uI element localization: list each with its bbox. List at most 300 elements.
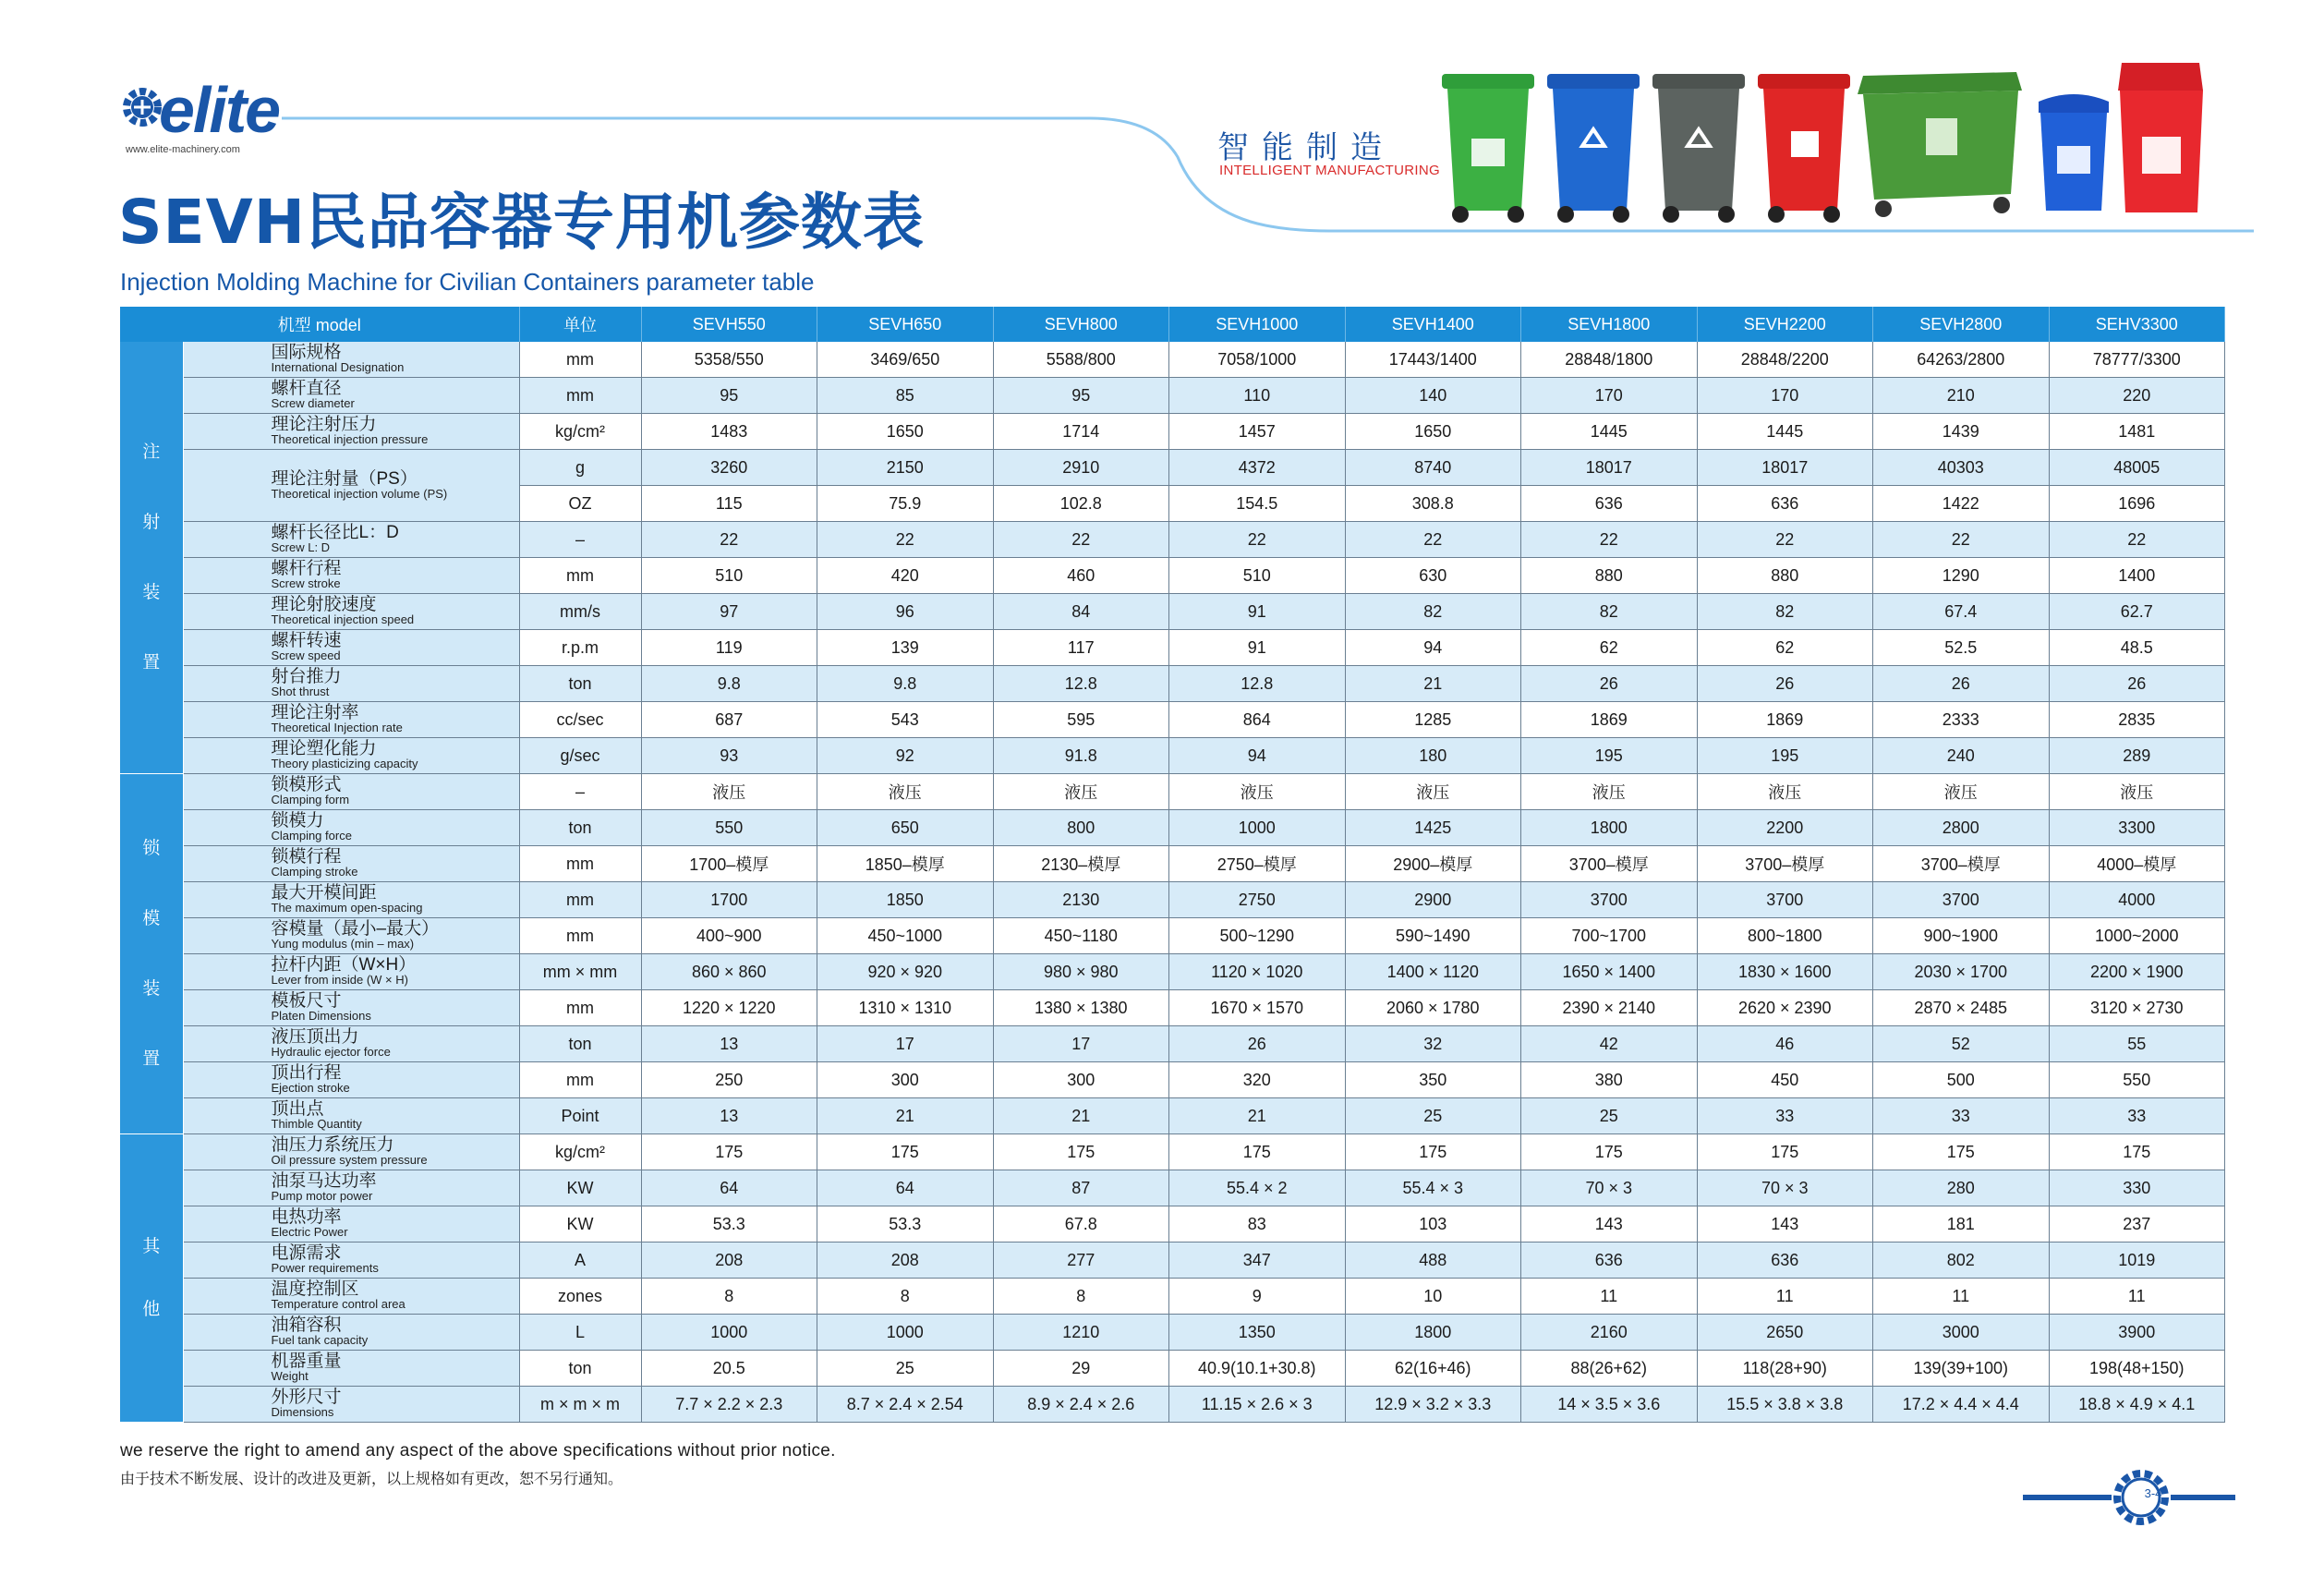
unit-cell: OZ — [519, 486, 641, 522]
value-cell: 380 — [1521, 1062, 1698, 1098]
value-cell: 2130–模厚 — [993, 846, 1169, 882]
param-name-cn: 最大开模间距 — [271, 883, 377, 903]
value-cell: 96 — [817, 594, 994, 630]
value-cell: 48.5 — [2049, 630, 2225, 666]
value-cell: 543 — [817, 702, 994, 738]
value-cell: 18017 — [1697, 450, 1873, 486]
value-cell: 33 — [1873, 1098, 2050, 1134]
param-name — [183, 630, 519, 666]
group-label-char: 射 — [142, 512, 161, 532]
value-cell: 8 — [641, 1279, 817, 1315]
unit-cell: mm × mm — [519, 954, 641, 990]
value-cell: 880 — [1697, 558, 1873, 594]
param-name-en: The maximum open-spacing — [271, 901, 423, 915]
value-cell: 33 — [1697, 1098, 1873, 1134]
value-cell: 1400 — [2049, 558, 2225, 594]
value-cell: 460 — [993, 558, 1169, 594]
value-cell: 210 — [1873, 378, 2050, 414]
value-cell: 3300 — [2049, 810, 2225, 846]
value-cell: 2750–模厚 — [1169, 846, 1346, 882]
value-cell: 1650 — [817, 414, 994, 450]
value-cell: 139 — [817, 630, 994, 666]
value-cell: 181 — [1873, 1206, 2050, 1243]
value-cell: 195 — [1521, 738, 1698, 774]
value-cell: 1800 — [1521, 810, 1698, 846]
table-row — [120, 810, 2225, 846]
table-row — [120, 594, 2225, 630]
value-cell: 2900–模厚 — [1345, 846, 1521, 882]
value-cell: 13 — [641, 1098, 817, 1134]
value-cell: 21 — [993, 1098, 1169, 1134]
value-cell: 液压 — [1521, 774, 1698, 810]
table-row — [120, 1170, 2225, 1206]
value-cell: 1483 — [641, 414, 817, 450]
param-name-en: Hydraulic ejector force — [271, 1045, 391, 1059]
value-cell: 1425 — [1345, 810, 1521, 846]
unit-cell: g — [519, 450, 641, 486]
value-cell: 8 — [993, 1279, 1169, 1315]
value-cell: 32 — [1345, 1026, 1521, 1062]
value-cell: 450 — [1697, 1062, 1873, 1098]
value-cell: 1481 — [2049, 414, 2225, 450]
value-cell: 55.4 × 2 — [1169, 1170, 1346, 1206]
value-cell: 115 — [641, 486, 817, 522]
unit-cell: Point — [519, 1098, 641, 1134]
table-row — [120, 882, 2225, 918]
value-cell: 42 — [1521, 1026, 1698, 1062]
value-cell: 2620 × 2390 — [1697, 990, 1873, 1026]
waste-bins-image — [1436, 54, 2212, 229]
value-cell: 8740 — [1345, 450, 1521, 486]
value-cell: 198(48+150) — [2049, 1351, 2225, 1387]
value-cell: 110 — [1169, 378, 1346, 414]
gear-logo-icon — [120, 78, 164, 137]
page-title-chinese: SEVH民品容器专用机参数表 — [118, 187, 925, 258]
value-cell: 595 — [993, 702, 1169, 738]
value-cell: 14 × 3.5 × 3.6 — [1521, 1387, 1698, 1423]
unit-cell: ton — [519, 1351, 641, 1387]
value-cell: 143 — [1521, 1206, 1698, 1243]
param-name-en: Oil pressure system pressure — [271, 1153, 428, 1167]
unit-cell: ton — [519, 666, 641, 702]
table-row — [120, 846, 2225, 882]
value-cell: 550 — [2049, 1062, 2225, 1098]
value-cell: 25 — [1345, 1098, 1521, 1134]
value-cell: 82 — [1521, 594, 1698, 630]
unit-cell: ton — [519, 810, 641, 846]
value-cell: 94 — [1345, 630, 1521, 666]
value-cell: 208 — [817, 1243, 994, 1279]
value-cell: 1700–模厚 — [641, 846, 817, 882]
value-cell: 26 — [1521, 666, 1698, 702]
value-cell: 2030 × 1700 — [1873, 954, 2050, 990]
value-cell: 802 — [1873, 1243, 2050, 1279]
value-cell: 25 — [1521, 1098, 1698, 1134]
value-cell: 21 — [1345, 666, 1521, 702]
value-cell: 175 — [1873, 1134, 2050, 1170]
header-model: SEVH2200 — [1697, 307, 1873, 342]
value-cell: 11.15 × 2.6 × 3 — [1169, 1387, 1346, 1423]
param-name — [183, 1279, 519, 1315]
table-row — [120, 378, 2225, 414]
table-row — [120, 702, 2225, 738]
value-cell: 119 — [641, 630, 817, 666]
value-cell: 2800 — [1873, 810, 2050, 846]
param-name — [183, 1387, 519, 1423]
value-cell: 64 — [817, 1170, 994, 1206]
value-cell: 510 — [1169, 558, 1346, 594]
value-cell: 1210 — [993, 1315, 1169, 1351]
table-row — [120, 1098, 2225, 1134]
param-name-en: Dimensions — [271, 1405, 334, 1419]
table-row — [120, 1315, 2225, 1351]
param-name-cn: 电源需求 — [271, 1243, 342, 1263]
footer-note-chinese: 由于技术不断发展、设计的改进及更新，以上规格如有更改，恕不另行通知。 — [120, 1470, 623, 1487]
table-row — [120, 522, 2225, 558]
value-cell: 83 — [1169, 1206, 1346, 1243]
unit-cell: mm — [519, 1062, 641, 1098]
value-cell: 22 — [641, 522, 817, 558]
param-name-cn: 理论射胶速度 — [271, 595, 377, 614]
value-cell: 1850–模厚 — [817, 846, 994, 882]
value-cell: 1445 — [1697, 414, 1873, 450]
param-name-en: Screw stroke — [271, 576, 341, 590]
value-cell: 62(16+46) — [1345, 1351, 1521, 1387]
value-cell: 7.7 × 2.2 × 2.3 — [641, 1387, 817, 1423]
value-cell: 22 — [817, 522, 994, 558]
value-cell: 21 — [1169, 1098, 1346, 1134]
param-name-cn: 电热功率 — [271, 1207, 342, 1227]
unit-cell: kg/cm² — [519, 1134, 641, 1170]
param-name-en: Platen Dimensions — [271, 1009, 371, 1023]
unit-cell: mm — [519, 882, 641, 918]
value-cell: 67.4 — [1873, 594, 2050, 630]
param-name — [183, 522, 519, 558]
value-cell: 82 — [1697, 594, 1873, 630]
value-cell: 液压 — [993, 774, 1169, 810]
page-title-english: Injection Molding Machine for Civilian Containers parameter table — [120, 268, 815, 296]
value-cell: 22 — [1521, 522, 1698, 558]
value-cell: 11 — [1521, 1279, 1698, 1315]
value-cell: 40.9(10.1+30.8) — [1169, 1351, 1346, 1387]
param-name-cn: 螺杆行程 — [271, 559, 342, 578]
param-name-en: Theory plasticizing capacity — [271, 757, 418, 770]
value-cell: 1650 × 1400 — [1521, 954, 1698, 990]
value-cell: 289 — [2049, 738, 2225, 774]
group-label-char: 注 — [142, 442, 161, 462]
value-cell: 17443/1400 — [1345, 342, 1521, 378]
value-cell: 48005 — [2049, 450, 2225, 486]
value-cell: 300 — [817, 1062, 994, 1098]
value-cell: 64 — [641, 1170, 817, 1206]
value-cell: 22 — [993, 522, 1169, 558]
value-cell: 3700–模厚 — [1873, 846, 2050, 882]
value-cell: 17 — [817, 1026, 994, 1062]
unit-cell: mm — [519, 990, 641, 1026]
value-cell: 3000 — [1873, 1315, 2050, 1351]
value-cell: 1439 — [1873, 414, 2050, 450]
param-name-en: Thimble Quantity — [271, 1117, 362, 1131]
value-cell: 630 — [1345, 558, 1521, 594]
param-name — [183, 1206, 519, 1243]
param-name-en: Clamping force — [271, 829, 352, 842]
value-cell: 11 — [1873, 1279, 2050, 1315]
value-cell: 85 — [817, 378, 994, 414]
value-cell: 3469/650 — [817, 342, 994, 378]
value-cell: 18017 — [1521, 450, 1698, 486]
page-gear-decoration-icon — [2023, 1464, 2235, 1529]
group-label-char: 置 — [142, 652, 161, 673]
header-model: SEVH2800 — [1873, 307, 2050, 342]
value-cell: 70 × 3 — [1697, 1170, 1873, 1206]
table-row — [120, 1279, 2225, 1315]
table-row — [120, 1062, 2225, 1098]
brand-url: www.elite-machinery.com — [126, 144, 240, 155]
value-cell: 140 — [1345, 378, 1521, 414]
value-cell: 21 — [817, 1098, 994, 1134]
value-cell: 800 — [993, 810, 1169, 846]
value-cell: 91.8 — [993, 738, 1169, 774]
value-cell: 70 × 3 — [1521, 1170, 1698, 1206]
param-name-cn: 机器重量 — [271, 1352, 342, 1371]
value-cell: 3700 — [1873, 882, 2050, 918]
value-cell: 2200 — [1697, 810, 1873, 846]
value-cell: 1670 × 1570 — [1169, 990, 1346, 1026]
table-row — [120, 954, 2225, 990]
value-cell: 62 — [1521, 630, 1698, 666]
value-cell: 1445 — [1521, 414, 1698, 450]
table-row — [120, 450, 2225, 486]
value-cell: 2150 — [817, 450, 994, 486]
value-cell: 330 — [2049, 1170, 2225, 1206]
value-cell: 170 — [1697, 378, 1873, 414]
table-row — [120, 1351, 2225, 1387]
param-name-cn: 油箱容积 — [271, 1315, 342, 1335]
value-cell: 308.8 — [1345, 486, 1521, 522]
value-cell: 590~1490 — [1345, 918, 1521, 954]
value-cell: 864 — [1169, 702, 1346, 738]
value-cell: 277 — [993, 1243, 1169, 1279]
value-cell: 170 — [1521, 378, 1698, 414]
value-cell: 75.9 — [817, 486, 994, 522]
value-cell: 78777/3300 — [2049, 342, 2225, 378]
value-cell: 91 — [1169, 594, 1346, 630]
param-name-cn: 顶出行程 — [271, 1063, 342, 1083]
value-cell: 240 — [1873, 738, 2050, 774]
value-cell: 175 — [641, 1134, 817, 1170]
param-name-en: Clamping form — [271, 793, 350, 806]
param-name-cn: 模板尺寸 — [271, 991, 342, 1011]
value-cell: 920 × 920 — [817, 954, 994, 990]
value-cell: 9.8 — [641, 666, 817, 702]
value-cell: 118(28+90) — [1697, 1351, 1873, 1387]
param-name-cn: 外形尺寸 — [271, 1388, 342, 1407]
group-label-char: 装 — [142, 582, 161, 602]
value-cell: 18.8 × 4.9 × 4.1 — [2049, 1387, 2225, 1423]
unit-cell: m × m × m — [519, 1387, 641, 1423]
param-name — [183, 666, 519, 702]
value-cell: 1400 × 1120 — [1345, 954, 1521, 990]
param-name — [183, 810, 519, 846]
small-red-bin-icon — [2118, 63, 2203, 212]
value-cell: 510 — [641, 558, 817, 594]
value-cell: 2650 — [1697, 1315, 1873, 1351]
param-name-cn: 射台推力 — [271, 667, 342, 686]
value-cell: 87 — [993, 1170, 1169, 1206]
param-name-en: Temperature control area — [271, 1297, 405, 1311]
logo-wordmark: elite — [159, 74, 280, 146]
param-name — [183, 414, 519, 450]
unit-cell: ton — [519, 1026, 641, 1062]
value-cell: 687 — [641, 702, 817, 738]
value-cell: 1869 — [1697, 702, 1873, 738]
value-cell: 175 — [1169, 1134, 1346, 1170]
header-model: SEVH1800 — [1521, 307, 1698, 342]
param-name — [183, 990, 519, 1026]
slogan-chinese: 智能制造 — [1217, 129, 1395, 166]
value-cell: 139(39+100) — [1873, 1351, 2050, 1387]
value-cell: 46 — [1697, 1026, 1873, 1062]
value-cell: 3900 — [2049, 1315, 2225, 1351]
param-name-cn: 拉杆内距（W×H） — [271, 955, 417, 975]
value-cell: 55.4 × 3 — [1345, 1170, 1521, 1206]
unit-cell: zones — [519, 1279, 641, 1315]
value-cell: 300 — [993, 1062, 1169, 1098]
value-cell: 1830 × 1600 — [1697, 954, 1873, 990]
group-label — [120, 1134, 183, 1423]
param-name-en: Pump motor power — [271, 1189, 373, 1203]
value-cell: 3700–模厚 — [1521, 846, 1698, 882]
value-cell: 8 — [817, 1279, 994, 1315]
value-cell: 10 — [1345, 1279, 1521, 1315]
value-cell: 1000 — [641, 1315, 817, 1351]
group-label-char: 模 — [142, 908, 161, 928]
value-cell: 88(26+62) — [1521, 1351, 1698, 1387]
unit-cell: r.p.m — [519, 630, 641, 666]
value-cell: 4000–模厚 — [2049, 846, 2225, 882]
value-cell: 1650 — [1345, 414, 1521, 450]
value-cell: 320 — [1169, 1062, 1346, 1098]
param-name-en: Theoretical injection speed — [271, 612, 415, 626]
value-cell: 97 — [641, 594, 817, 630]
value-cell: 195 — [1697, 738, 1873, 774]
slogan-english: INTELLIGENT MANUFACTURING — [1219, 163, 1440, 178]
value-cell: 2390 × 2140 — [1521, 990, 1698, 1026]
param-name-cn: 理论注射率 — [271, 703, 359, 722]
header-model: SEVH550 — [641, 307, 817, 342]
value-cell: 4372 — [1169, 450, 1346, 486]
unit-cell: L — [519, 1315, 641, 1351]
header-model: SEHV3300 — [2049, 307, 2225, 342]
value-cell: 102.8 — [993, 486, 1169, 522]
param-name — [183, 1026, 519, 1062]
large-green-container-icon — [1858, 72, 2022, 217]
param-name — [183, 1062, 519, 1098]
unit-cell: g/sec — [519, 738, 641, 774]
value-cell: 237 — [2049, 1206, 2225, 1243]
value-cell: 1869 — [1521, 702, 1698, 738]
value-cell: 347 — [1169, 1243, 1346, 1279]
table-row — [120, 1134, 2225, 1170]
value-cell: 3700–模厚 — [1697, 846, 1873, 882]
param-name-en: Power requirements — [271, 1261, 379, 1275]
group-label-char: 其 — [142, 1236, 161, 1256]
value-cell: 450~1000 — [817, 918, 994, 954]
value-cell: 26 — [2049, 666, 2225, 702]
value-cell: 1120 × 1020 — [1169, 954, 1346, 990]
value-cell: 12.8 — [993, 666, 1169, 702]
value-cell: 1290 — [1873, 558, 2050, 594]
value-cell: 860 × 860 — [641, 954, 817, 990]
red-bin-icon — [1758, 74, 1850, 223]
value-cell: 208 — [641, 1243, 817, 1279]
header-unit-label: 单位 — [519, 307, 641, 342]
value-cell: 175 — [1521, 1134, 1698, 1170]
unit-cell: – — [519, 522, 641, 558]
value-cell: 11 — [1697, 1279, 1873, 1315]
unit-cell: A — [519, 1243, 641, 1279]
param-name — [183, 1098, 519, 1134]
value-cell: 1850 — [817, 882, 994, 918]
value-cell: 900~1900 — [1873, 918, 2050, 954]
param-name-en: Shot thrust — [271, 685, 330, 698]
value-cell: 液压 — [1345, 774, 1521, 810]
param-name-cn: 锁模力 — [271, 811, 324, 830]
param-name-en: Clamping stroke — [271, 865, 358, 879]
unit-cell: mm — [519, 342, 641, 378]
value-cell: 52 — [1873, 1026, 2050, 1062]
value-cell: 8.9 × 2.4 × 2.6 — [993, 1387, 1169, 1423]
table-header-row — [120, 307, 2225, 342]
value-cell: 2750 — [1169, 882, 1346, 918]
value-cell: 175 — [993, 1134, 1169, 1170]
spec-table — [120, 307, 2225, 1423]
param-name-cn: 理论注射压力 — [271, 415, 377, 434]
header-model: SEVH1000 — [1169, 307, 1346, 342]
value-cell: 143 — [1697, 1206, 1873, 1243]
value-cell: 3120 × 2730 — [2049, 990, 2225, 1026]
param-name-en: Screw L: D — [271, 540, 331, 554]
param-name-en: Theoretical injection pressure — [271, 432, 429, 446]
table-row — [120, 990, 2225, 1026]
value-cell: 95 — [993, 378, 1169, 414]
value-cell: 11 — [2049, 1279, 2225, 1315]
value-cell: 液压 — [1697, 774, 1873, 810]
value-cell: 15.5 × 3.8 × 3.8 — [1697, 1387, 1873, 1423]
value-cell: 93 — [641, 738, 817, 774]
value-cell: 2900 — [1345, 882, 1521, 918]
param-name-cn: 螺杆直径 — [271, 379, 342, 398]
value-cell: 26 — [1873, 666, 2050, 702]
value-cell: 33 — [2049, 1098, 2225, 1134]
param-name-cn: 螺杆转速 — [271, 631, 342, 650]
value-cell: 9 — [1169, 1279, 1346, 1315]
param-name — [183, 738, 519, 774]
value-cell: 1714 — [993, 414, 1169, 450]
param-name — [183, 882, 519, 918]
unit-cell: mm — [519, 846, 641, 882]
table-row — [120, 1206, 2225, 1243]
value-cell: 17.2 × 4.4 × 4.4 — [1873, 1387, 2050, 1423]
table-row — [120, 1026, 2225, 1062]
value-cell: 1220 × 1220 — [641, 990, 817, 1026]
param-name-en: Theoretical Injection rate — [271, 721, 403, 734]
value-cell: 1019 — [2049, 1243, 2225, 1279]
value-cell: 3700 — [1521, 882, 1698, 918]
param-name-en: Electric Power — [271, 1225, 348, 1239]
param-name-cn: 容模量（最小–最大） — [271, 919, 440, 939]
page-number: 3-4 — [2144, 1486, 2162, 1500]
